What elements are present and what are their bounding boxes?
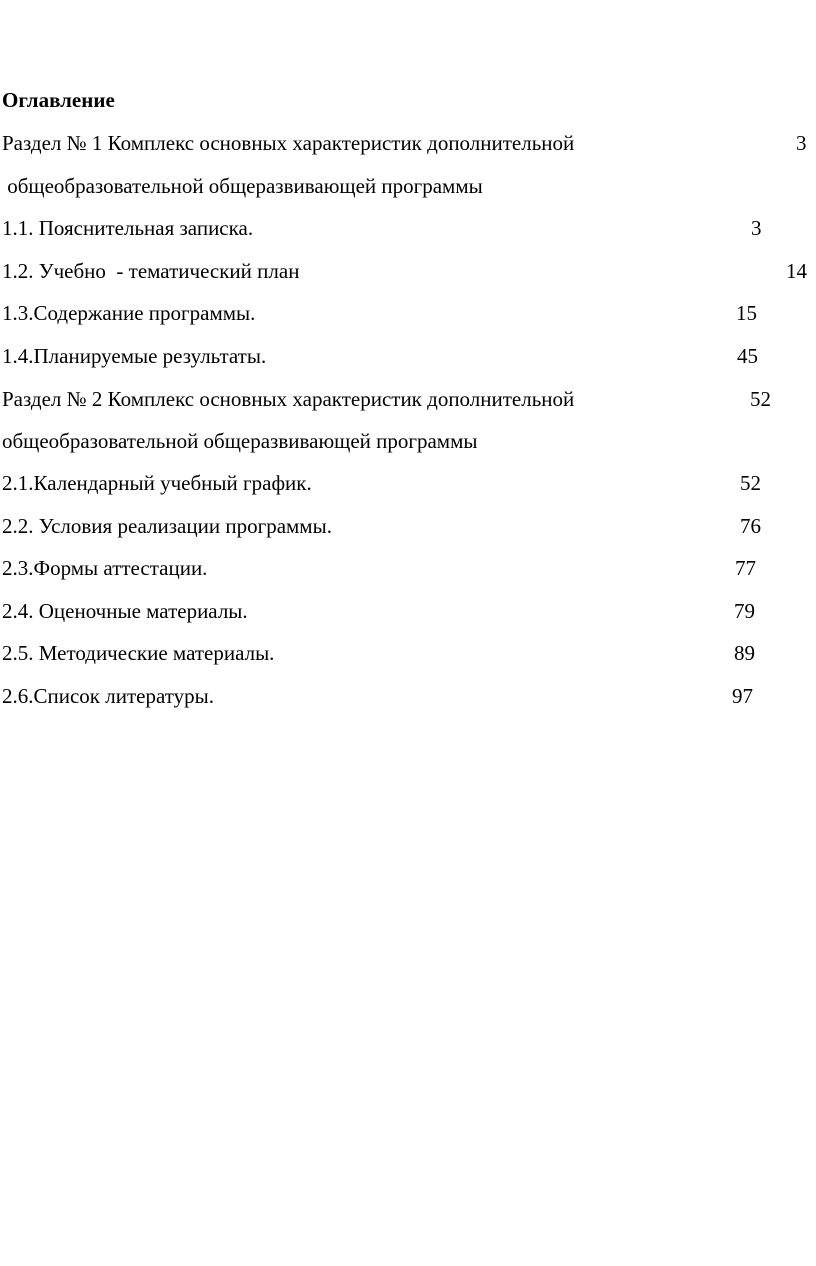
toc-page-number: 52	[740, 471, 761, 495]
toc-page-number: 77	[735, 556, 756, 580]
toc-entry-2-1: 2.1.Календарный учебный график.	[2, 471, 312, 495]
toc-entry-1-4: 1.4.Планируемые результаты.	[2, 344, 267, 368]
toc-page-number: 79	[734, 599, 755, 623]
toc-page-number: 89	[734, 641, 755, 665]
toc-entry-1-1: 1.1. Пояснительная записка.	[2, 216, 254, 240]
toc-entry-2-3: 2.3.Формы аттестации.	[2, 556, 208, 580]
toc-entry-1-2: 1.2. Учебно - тематический план	[2, 259, 300, 283]
toc-page-number: 15	[736, 301, 757, 325]
toc-page-number: 52	[750, 387, 771, 411]
toc-entry-2-6: 2.6.Список литературы.	[2, 684, 215, 708]
toc-entry-2-4: 2.4. Оценочные материалы.	[2, 599, 248, 623]
toc-entry-1-3: 1.3.Содержание программы.	[2, 301, 256, 325]
toc-entry-section-2: Раздел № 2 Комплекс основных характеристик дополнительной	[2, 387, 575, 411]
toc-page-number: 97	[732, 684, 753, 708]
toc-entry-section-1-cont: общеобразовательной общеразвивающей программы	[2, 174, 483, 198]
toc-page-number: 45	[737, 344, 758, 368]
toc-page-number: 3	[796, 131, 807, 155]
toc-entry-section-2-cont: общеобразовательной общеразвивающей программы	[2, 429, 478, 453]
toc-page-number: 76	[740, 514, 761, 538]
toc-page-number: 14	[786, 259, 807, 283]
toc-entry-2-5: 2.5. Методические материалы.	[2, 641, 275, 665]
toc-page-number: 3	[751, 216, 762, 240]
toc-title: Оглавление	[2, 88, 115, 112]
toc-entry-2-2: 2.2. Условия реализации программы.	[2, 514, 332, 538]
toc-entry-section-1: Раздел № 1 Комплекс основных характеристик дополнительной	[2, 131, 575, 155]
